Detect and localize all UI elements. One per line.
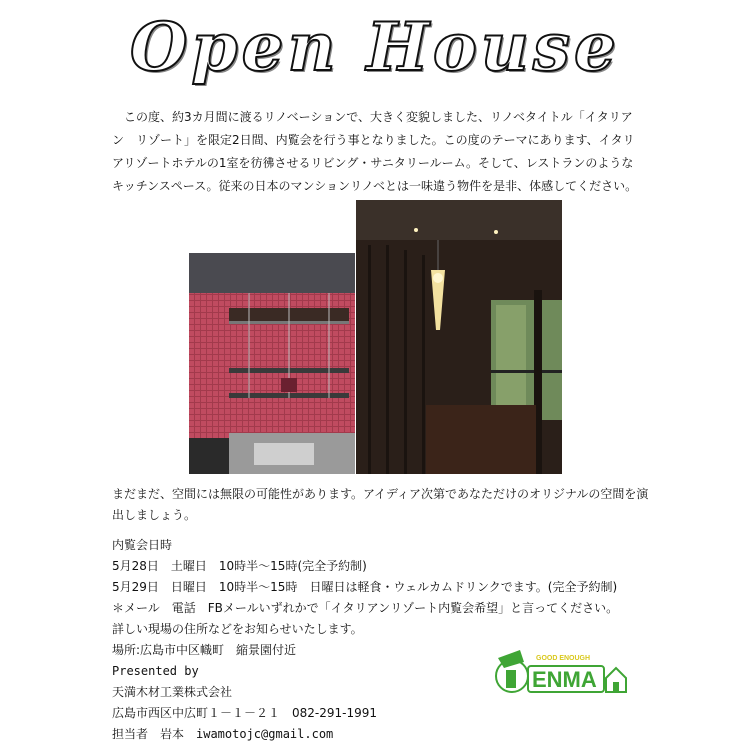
schedule-heading: 内覧会日時 xyxy=(112,538,173,552)
logo-name: ENMA xyxy=(532,667,597,692)
company-name: 天満木材工業株式会社 xyxy=(112,685,233,699)
contact-person: 担当者 岩本 iwamotojc@gmail.com xyxy=(112,727,334,741)
kitchen-photo xyxy=(189,253,355,474)
place-text: 場所:広島市中区幟町 縮景園付近 xyxy=(112,643,297,657)
logo-tagline: GOOD ENOUGH xyxy=(536,655,591,662)
enma-logo xyxy=(490,648,628,702)
schedule-day-1: 5月28日 土曜日 10時半～15時(完全予約制) xyxy=(112,559,367,573)
schedule-day-2: 5月29日 日曜日 10時半～15時 日曜日は軽食・ウェルカムドリンクでます。(完全予約制) xyxy=(112,580,618,594)
details-section xyxy=(112,484,652,745)
page-title: Open House xyxy=(129,8,621,86)
living-room-photo xyxy=(356,200,562,474)
intro-paragraph: この度、約3カ月間に渡るリノベーションで、大きく変貌しました、リノベタイトル「イタリアン リゾート」を限定2日間、内覧会を行う事となりました。この度のテーマにあります、イタリアリゾートホテルの1室を彷彿させるリビング・サニタリールーム。そして、レストランのようなキッチンスペース。従来の日本のマンションリノベとは一味違う物件を是非、体感してください。 xyxy=(112,110,638,193)
presented-by: Presented by xyxy=(112,664,199,678)
contact-instructions: ＊メール 電話 FBメールいずれかで「イタリアンリゾート内覧会希望」と言ってください。 xyxy=(112,601,619,615)
company-address: 広島市西区中広町１－１－２１ 082-291-1991 xyxy=(112,706,378,720)
possibility-text: まだまだ、空間には無限の可能性があります。アイディア次第であなただけのオリジナルの空間を演出しましょう。 xyxy=(112,487,649,522)
address-note: 詳しい現場の住所などをお知らせいたします。 xyxy=(112,622,363,636)
